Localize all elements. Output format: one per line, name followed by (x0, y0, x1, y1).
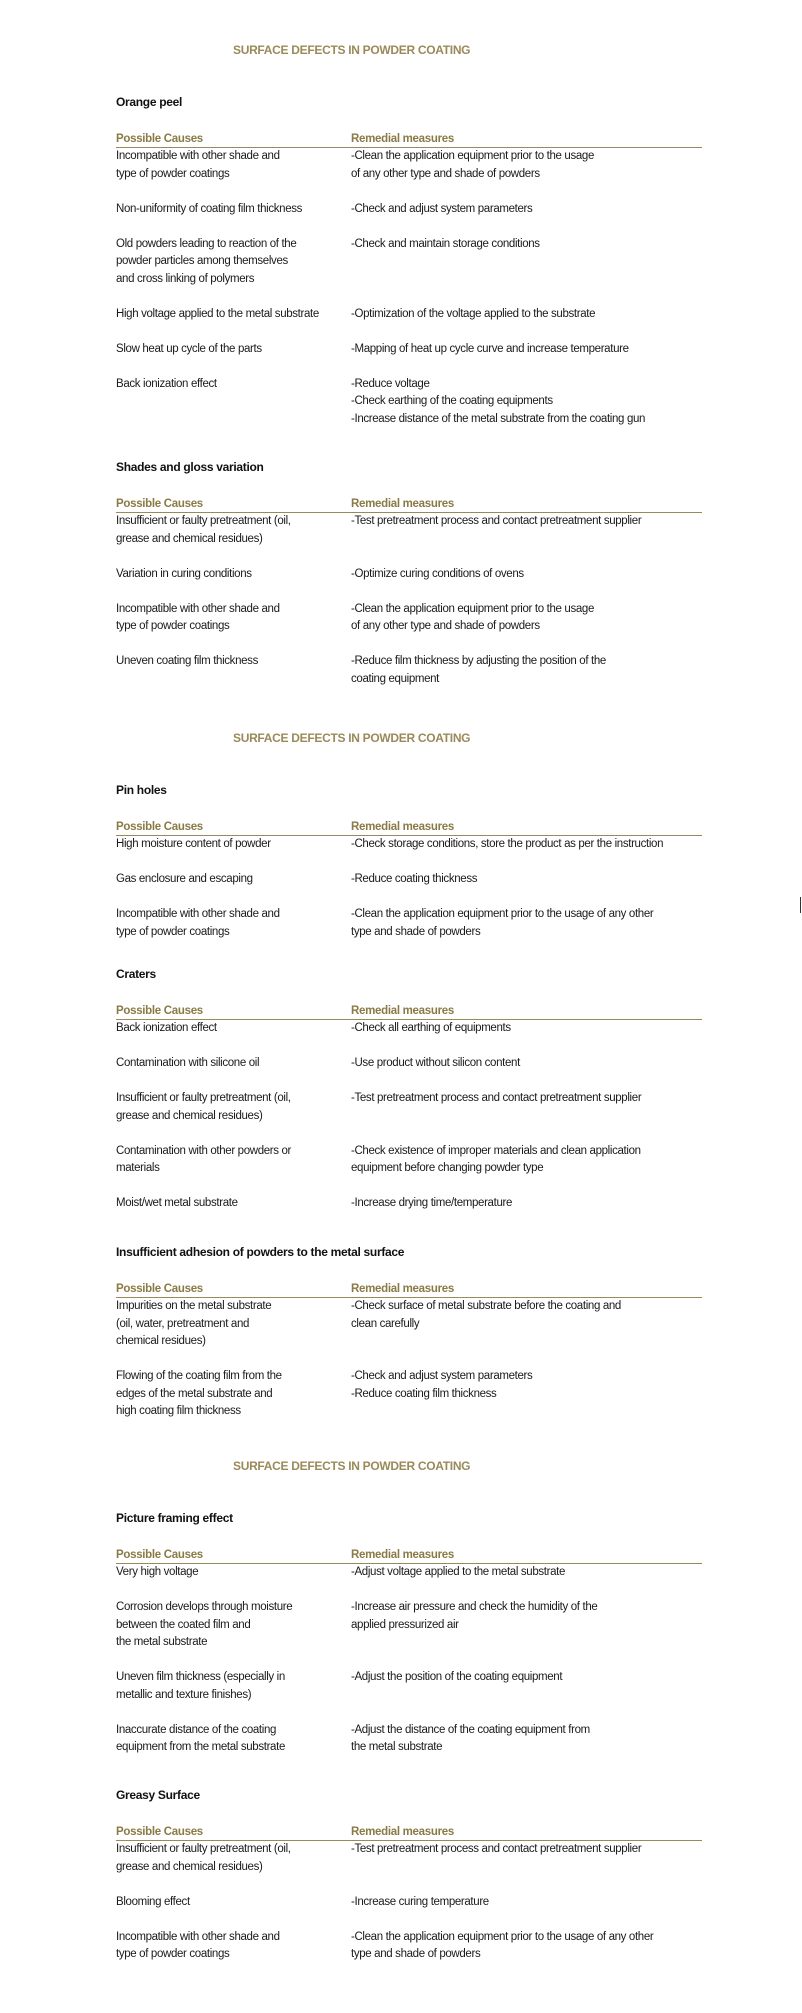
page-title: SURFACE DEFECTS IN POWDER COATING (233, 43, 471, 57)
table-row (116, 653, 702, 688)
cause-cell: Old powders leading to reaction of the powder particles among themselves and cross linking of polymers (116, 237, 297, 285)
column-header-causes: Possible Causes (116, 1826, 203, 1838)
cause-cell: Uneven film thickness (especially in metallic and texture finishes) (116, 1671, 285, 1701)
section-craters (116, 967, 702, 1213)
column-header-causes: Possible Causes (116, 1005, 203, 1017)
column-header-remedies: Remedial measures (351, 1826, 454, 1838)
remedy-cell: -Check and maintain storage conditions (351, 237, 540, 250)
cause-cell: Flowing of the coating film from the edges of the metal substrate and high coating film thickness (116, 1370, 282, 1417)
section-orange-peel (116, 95, 702, 428)
table-row (116, 906, 702, 941)
table-row (116, 1090, 702, 1125)
section-heading: Greasy Surface (116, 1788, 200, 1802)
column-header (116, 1281, 702, 1298)
table-row (116, 1929, 702, 1964)
cause-cell: High moisture content of powder (116, 838, 271, 850)
remedy-cell: -Adjust the distance of the coating equipment from the metal substrate (351, 1723, 590, 1753)
remedy-cell: -Check and adjust system parameters (351, 202, 533, 215)
table-row (116, 1841, 702, 1876)
cause-cell: Incompatible with other shade and type of powder coatings (116, 602, 280, 632)
page-title: SURFACE DEFECTS IN POWDER COATING (233, 1459, 471, 1473)
column-header-remedies: Remedial measures (351, 1549, 454, 1561)
remedy-cell: -Reduce coating thickness (351, 873, 478, 885)
page-title: SURFACE DEFECTS IN POWDER COATING (233, 731, 471, 745)
column-header (116, 131, 702, 148)
table-row (116, 1564, 702, 1582)
cause-cell: Back ionization effect (116, 377, 217, 390)
cause-cell: Uneven coating film thickness (116, 655, 258, 667)
column-header-causes: Possible Causes (116, 1283, 203, 1295)
column-header-remedies: Remedial measures (351, 1005, 454, 1017)
remedy-cell: -Clean the application equipment prior to the usage of any other type and shade of powders (351, 602, 594, 632)
cause-cell: Variation in curing conditions (116, 567, 252, 580)
table-row (116, 1298, 702, 1351)
section-heading: Insufficient adhesion of powders to the metal surface (116, 1245, 405, 1259)
column-header-remedies: Remedial measures (351, 821, 454, 833)
table-row (116, 871, 702, 889)
remedy-cell: -Check and adjust system parameters -Reduce coating film thickness (351, 1370, 533, 1400)
cause-cell: Contamination with silicone oil (116, 1057, 260, 1069)
cause-cell: Incompatible with other shade and type of powder coatings (116, 150, 280, 180)
table-row (116, 836, 702, 854)
cause-cell: Incompatible with other shade and type of powder coatings (116, 1930, 280, 1960)
column-header-causes: Possible Causes (116, 821, 203, 833)
table-row (116, 1055, 702, 1073)
table-row (116, 148, 702, 183)
section-shades-gloss-variation (116, 460, 702, 688)
remedy-cell: -Mapping of heat up cycle curve and increase temperature (351, 342, 629, 355)
column-header (116, 1824, 702, 1841)
section-heading: Orange peel (116, 95, 183, 109)
defect-table (116, 1020, 702, 1213)
remedy-cell: -Test pretreatment process and contact pretreatment supplier (351, 515, 642, 527)
cause-cell: Very high voltage (116, 1566, 199, 1578)
column-header (116, 496, 702, 513)
cause-cell: Slow heat up cycle of the parts (116, 342, 262, 355)
column-header-remedies: Remedial measures (351, 133, 454, 145)
column-header (116, 1547, 702, 1564)
table-row (116, 341, 702, 359)
table-row (116, 1143, 702, 1178)
column-header-causes: Possible Causes (116, 133, 203, 145)
table-row (116, 1669, 702, 1704)
cause-cell: Blooming effect (116, 1895, 190, 1908)
section-heading: Shades and gloss variation (116, 460, 264, 474)
remedy-cell: -Increase curing temperature (351, 1895, 489, 1908)
remedy-cell: -Check all earthing of equipments (351, 1022, 511, 1034)
section-heading: Picture framing effect (116, 1511, 233, 1525)
section-pin-holes (116, 783, 702, 941)
remedy-cell: -Optimization of the voltage applied to the substrate (351, 307, 596, 320)
table-row (116, 1368, 702, 1421)
column-header (116, 819, 702, 836)
remedy-cell: -Reduce film thickness by adjusting the position of the coating equipment (351, 655, 606, 685)
defect-table (116, 1298, 702, 1421)
table-row (116, 1195, 702, 1213)
section-greasy-surface (116, 1788, 702, 1964)
column-header-remedies: Remedial measures (351, 1283, 454, 1295)
cause-cell: Insufficient or faulty pretreatment (oil, grease and chemical residues) (116, 1843, 291, 1873)
text-cursor (800, 897, 801, 913)
remedy-cell: -Test pretreatment process and contact pretreatment supplier (351, 1092, 642, 1104)
defect-table (116, 1841, 702, 1964)
remedy-cell: -Increase air pressure and check the humidity of the applied pressurized air (351, 1601, 598, 1631)
defect-table (116, 836, 702, 941)
remedy-cell: -Check surface of metal substrate before the coating and clean carefully (351, 1300, 621, 1330)
cause-cell: Moist/wet metal substrate (116, 1197, 238, 1209)
remedy-cell: -Adjust voltage applied to the metal substrate (351, 1566, 566, 1578)
remedy-cell: -Clean the application equipment prior to the usage of any other type and shade of powders (351, 150, 594, 180)
table-row (116, 236, 702, 289)
remedy-cell: -Optimize curing conditions of ovens (351, 567, 524, 580)
table-row (116, 513, 702, 548)
cause-cell: Impurities on the metal substrate (oil, water, pretreatment and chemical residues) (116, 1300, 272, 1347)
defect-table (116, 148, 702, 428)
cause-cell: Insufficient or faulty pretreatment (oil, grease and chemical residues) (116, 515, 291, 545)
cause-cell: Corrosion develops through moisture between the coated film and the metal substrate (116, 1601, 293, 1648)
section-picture-framing-effect (116, 1511, 702, 1757)
section-insufficient-adhesion (116, 1245, 702, 1421)
cause-cell: Contamination with other powders or materials (116, 1144, 292, 1174)
cause-cell: Insufficient or faulty pretreatment (oil, grease and chemical residues) (116, 1092, 291, 1122)
remedy-cell: -Test pretreatment process and contact pretreatment supplier (351, 1843, 642, 1855)
table-row (116, 1599, 702, 1652)
section-heading: Craters (116, 967, 156, 981)
remedy-cell: -Check storage conditions, store the product as per the instruction (351, 838, 664, 850)
table-row (116, 1894, 702, 1912)
remedy-cell: -Reduce voltage -Check earthing of the coating equipments -Increase distance of the metal substrate from the coating gun (351, 377, 646, 425)
defect-table (116, 1564, 702, 1757)
table-row (116, 1722, 702, 1757)
table-row (116, 601, 702, 636)
cause-cell: Gas enclosure and escaping (116, 873, 253, 885)
column-header-causes: Possible Causes (116, 1549, 203, 1561)
table-row (116, 566, 702, 584)
cause-cell: Non-uniformity of coating film thickness (116, 202, 303, 215)
remedy-cell: -Adjust the position of the coating equipment (351, 1671, 563, 1683)
cause-cell: Incompatible with other shade and type of powder coatings (116, 908, 280, 938)
cause-cell: Inaccurate distance of the coating equipment from the metal substrate (116, 1723, 285, 1753)
defect-table (116, 513, 702, 688)
cause-cell: High voltage applied to the metal substrate (116, 307, 319, 320)
column-header-remedies: Remedial measures (351, 498, 454, 510)
remedy-cell: -Clean the application equipment prior to the usage of any other type and shade of powders (351, 1930, 654, 1960)
column-header-causes: Possible Causes (116, 498, 203, 510)
table-row (116, 306, 702, 324)
table-row (116, 376, 702, 429)
remedy-cell: -Clean the application equipment prior to the usage of any other type and shade of powders (351, 908, 654, 938)
section-heading: Pin holes (116, 783, 167, 797)
cause-cell: Back ionization effect (116, 1022, 217, 1034)
table-row (116, 1020, 702, 1038)
table-row (116, 201, 702, 219)
remedy-cell: -Increase drying time/temperature (351, 1197, 513, 1209)
remedy-cell: -Check existence of improper materials and clean application equipment before changing powder type (351, 1144, 641, 1174)
column-header (116, 1003, 702, 1020)
remedy-cell: -Use product without silicon content (351, 1057, 520, 1069)
